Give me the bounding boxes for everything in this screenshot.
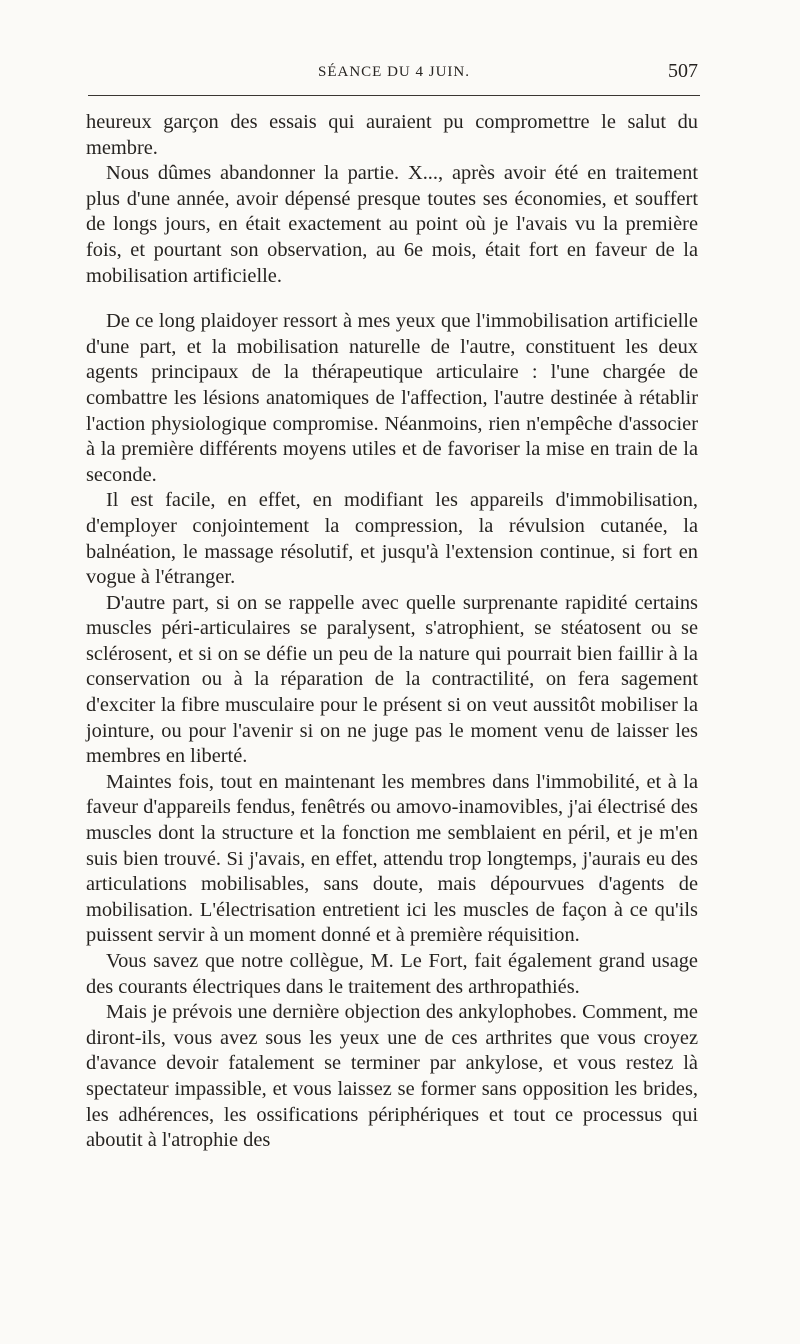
running-title: SÉANCE DU 4 JUIN. (318, 64, 470, 80)
header-rule (88, 95, 700, 96)
paragraph-3: De ce long plaidoyer ressort à mes yeux que l'immobilisation artificielle d'une part, et la mobilisation naturelle de l'autre, constituent les deux agents principaux de la thérapeutique articulaire : l'une chargée de combattre les lésions anatomiques de l'affection, l'autre destinée à rétablir l'action physiologique compromise. Néanmoins, rien n'empêche d'associer à la première différents moyens utiles et de favoriser la mise en train de la seconde. (86, 310, 698, 486)
paragraph-6: Maintes fois, tout en maintenant les membres dans l'immobilité, et à la faveur d'appareils fendus, fenêtrés ou amovo-inamovibles, j'ai électrisé des muscles dont la structure et la fonction me semblaient en péril, et je m'en suis bien trouvé. Si j'avais, en effet, attendu trop longtemps, j'aurais eu des articulations mobilisables, sans doute, mais dépourvues d'agents de mobilisation. L'électrisation entretient ici les muscles de façon à ce qu'ils puissent servir à un moment donné et à première réquisition. (86, 770, 698, 947)
paragraph-4: Il est facile, en effet, en modifiant les appareils d'immobilisation, d'employer conjointement la compression, la révulsion cutanée, la balnéation, le massage résolutif, et jusqu'à l'extension continue, si fort en vogue à l'étranger. (86, 489, 698, 589)
page-header (88, 58, 700, 86)
paragraph-8: Mais je prévois une dernière objection des ankylophobes. Comment, me diront-ils, vous avez sous les yeux une de ces arthrites que vous croyez d'avance devoir fatalement se terminer par ankylose, et vous restez là spectateur impassible, et vous laissez se former sans opposition les brides, les adhérences, les ossifications périphériques et tout ce processus qui aboutit à l'atrophie des (86, 1001, 698, 1152)
body-text (86, 110, 698, 1154)
paragraph-5: D'autre part, si on se rappelle avec quelle surprenante rapidité certains muscles péri-articulaires se paralysent, s'atrophient, se stéatosent ou se sclérosent, et si on se défie un peu de la nature qui pourrait bien faillir à la conservation ou à la réparation de la contractilité, on fera sagement d'exciter la fibre musculaire pour le présent si on veut aussitôt mobiliser la jointure, ou pour l'avenir si on ne juge pas le moment venu de laisser les membres en liberté. (86, 591, 698, 768)
paragraph-1: heureux garçon des essais qui auraient pu compromettre le salut du membre. (86, 111, 698, 159)
paragraph-2: Nous dûmes abandonner la partie. X..., après avoir été en traitement plus d'une année, avoir dépensé presque toutes ses économies, et souffert de longs jours, en était exactement au point où je l'avais vu la première fois, et pourtant son observation, au 6e mois, était fort en faveur de la mobilisation artificielle. (86, 162, 698, 287)
page-number: 507 (668, 60, 698, 82)
paragraph-7: Vous savez que notre collègue, M. Le Fort, fait également grand usage des courants électriques dans le traitement des arthropathiés. (86, 950, 698, 998)
